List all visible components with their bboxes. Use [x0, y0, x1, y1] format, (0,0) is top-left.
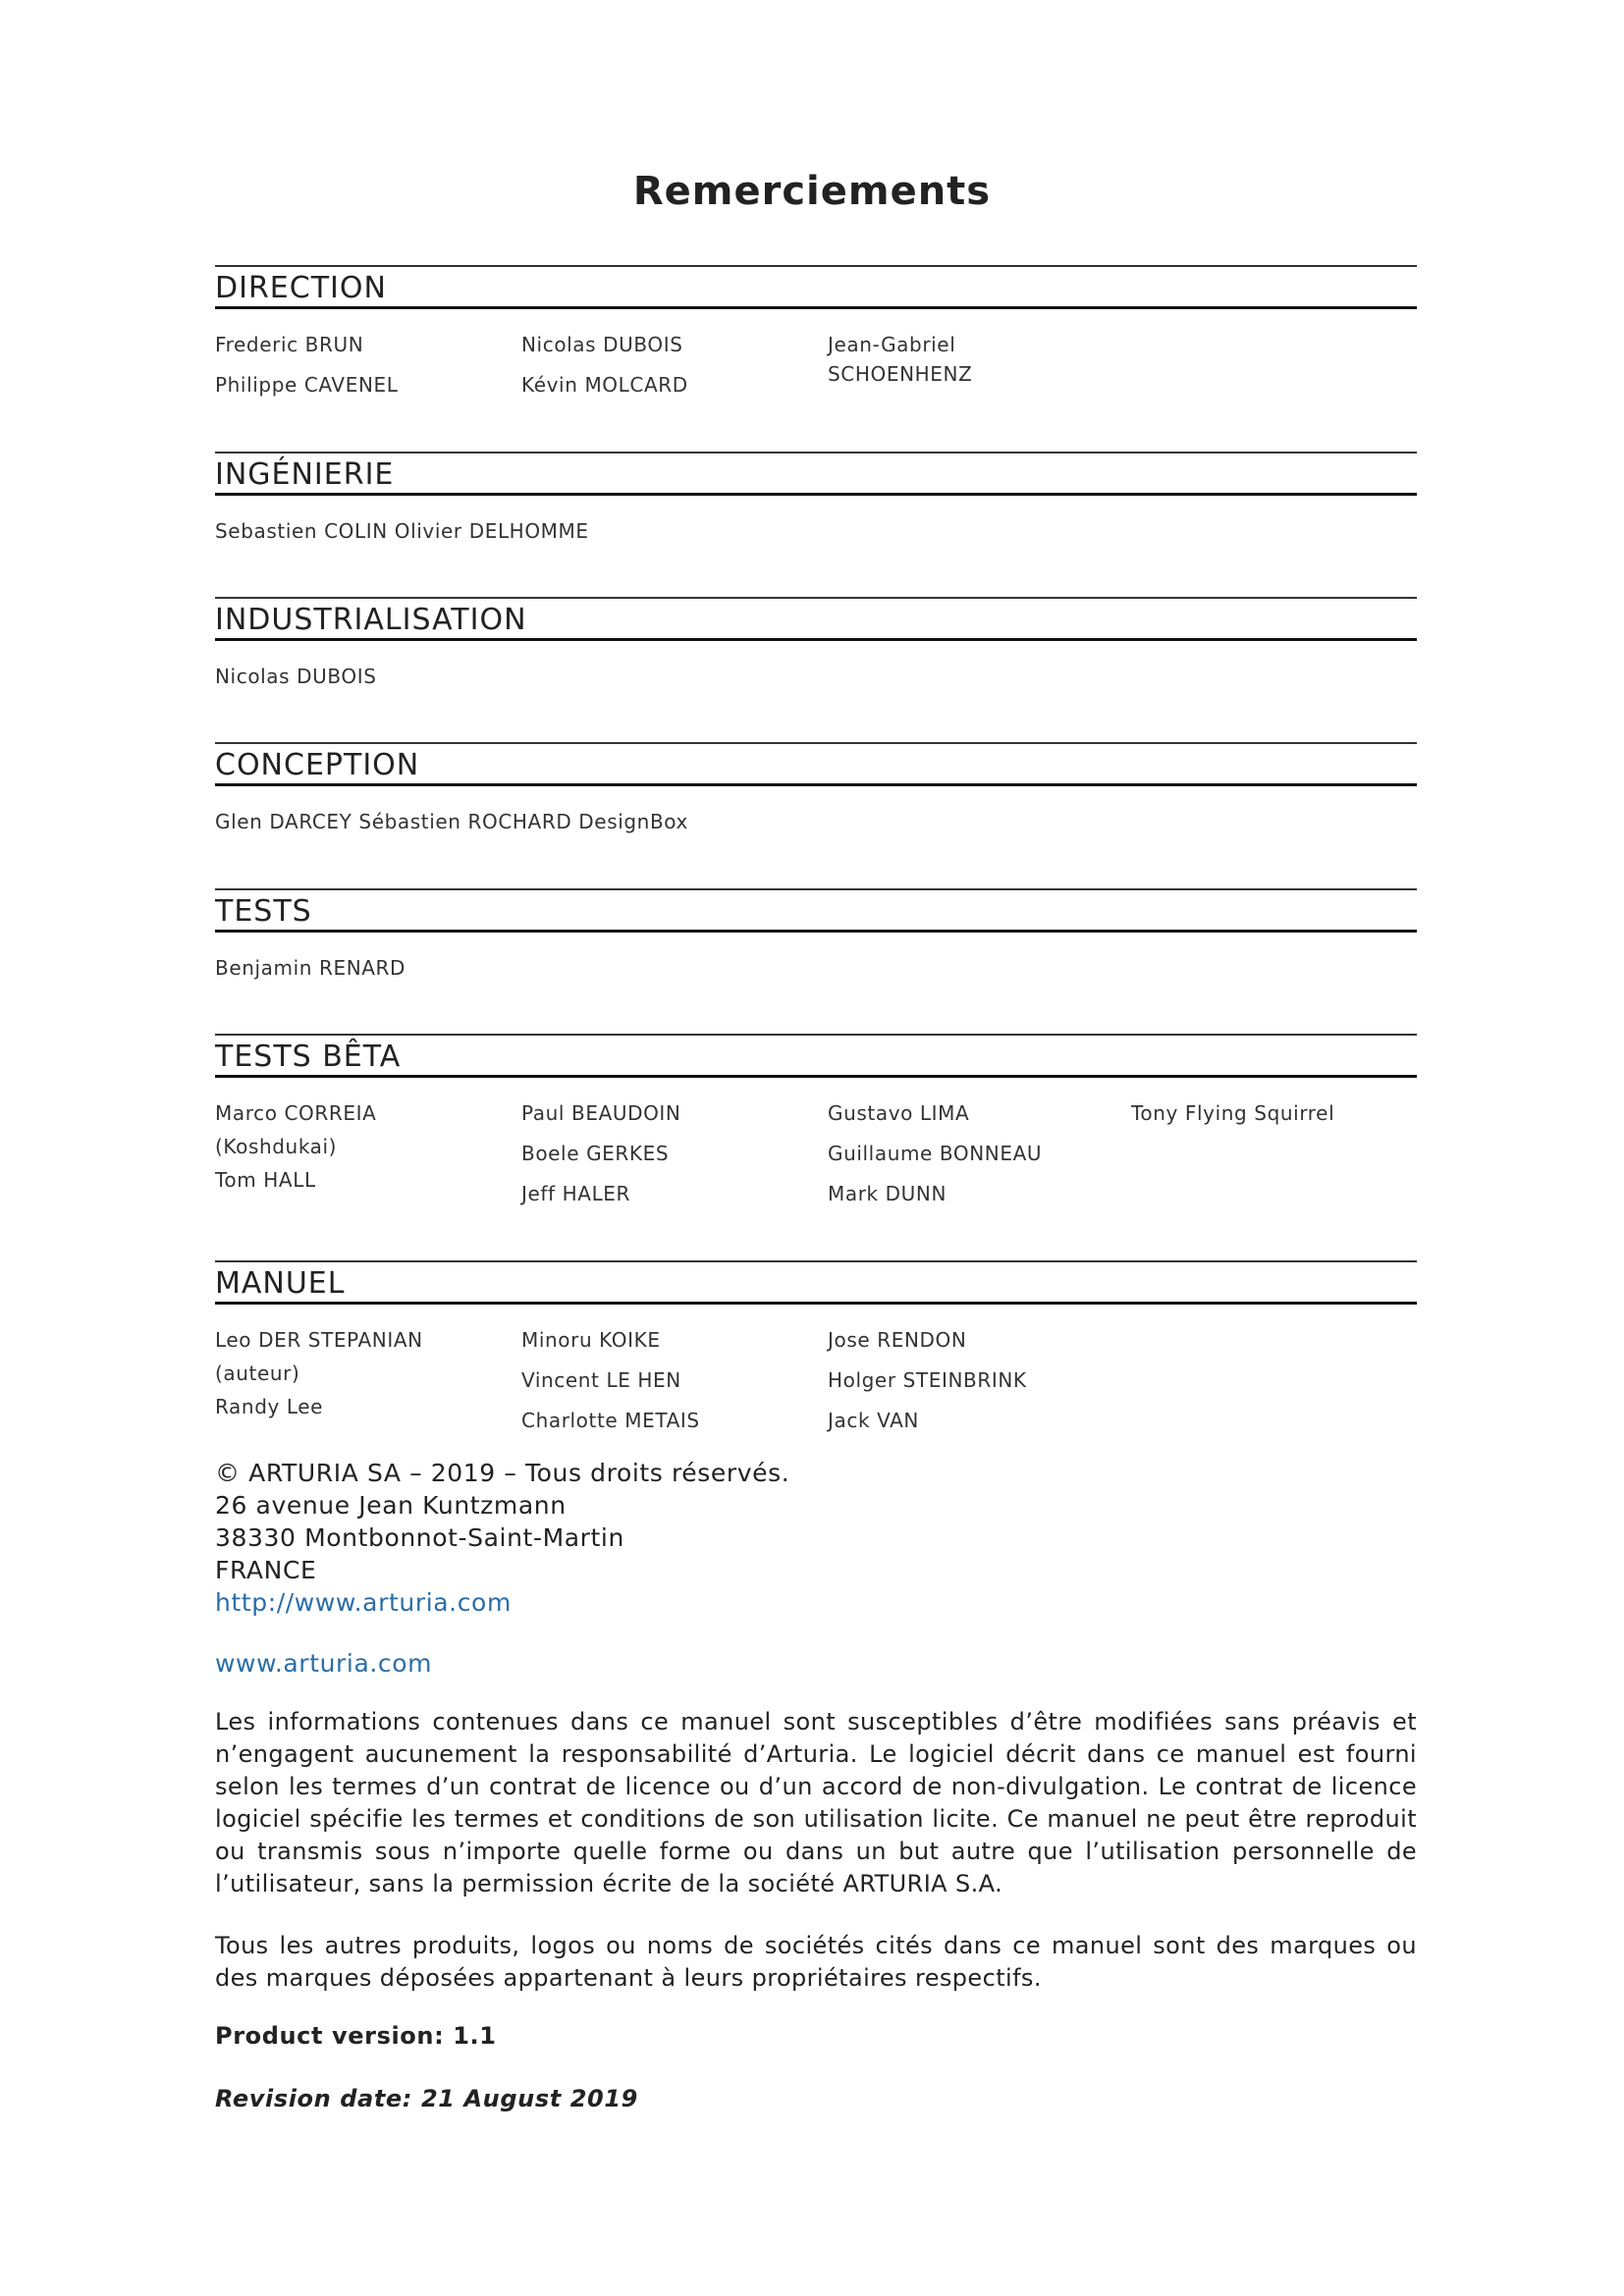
credit-name: Frederic BRUN [215, 333, 364, 356]
credit-name: Jack VAN [828, 1409, 919, 1432]
name-column [828, 1324, 1027, 1445]
credit-name: Marco CORREIA [215, 1101, 377, 1125]
section-industrialisation [215, 597, 1417, 692]
product-version: Product version: 1.1 [215, 2022, 497, 2050]
credit-name: Jean-Gabriel [828, 333, 956, 356]
credit-name: Philippe CAVENEL [215, 373, 399, 397]
credit-name: Vincent LE HEN [521, 1368, 681, 1392]
section-tests-beta [215, 1034, 1417, 1205]
section-ingenierie [215, 452, 1417, 547]
credit-name: (Koshdukai) [215, 1135, 338, 1158]
credit-name: Guillaume BONNEAU [828, 1142, 1043, 1165]
section-heading-label: MANUEL [215, 1266, 346, 1301]
section-heading [215, 742, 1417, 786]
credit-name: Holger STEINBRINK [828, 1368, 1027, 1392]
credit-name: Boele GERKES [521, 1142, 670, 1165]
name-column [521, 329, 688, 409]
name-grid [215, 329, 1417, 427]
section-direction [215, 265, 1417, 407]
credit-name: (auteur) [215, 1362, 300, 1385]
section-heading-label: TESTS BÊTA [215, 1040, 402, 1074]
section-conception [215, 742, 1417, 837]
arturia-link-www[interactable]: www.arturia.com [215, 1649, 433, 1678]
section-heading [215, 452, 1417, 496]
name-column [1131, 1097, 1334, 1138]
section-heading-label: DIRECTION [215, 271, 387, 305]
address-line-2: 38330 Montbonnot-Saint-Martin [215, 1523, 624, 1552]
name-column [215, 329, 399, 409]
credit-name: Leo DER STEPANIAN [215, 1328, 423, 1352]
section-manuel [215, 1260, 1417, 1432]
section-heading [215, 597, 1417, 641]
section-heading-label: TESTS [215, 894, 312, 929]
credit-name: Charlotte METAIS [521, 1409, 700, 1432]
name-column [215, 1324, 423, 1431]
name-column [521, 1324, 700, 1445]
section-heading-label: INGÉNIERIE [215, 457, 395, 492]
credit-name: Tom HALL [215, 1168, 316, 1192]
page-title: Remerciements [632, 169, 992, 214]
section-heading [215, 265, 1417, 309]
credit-name: Mark DUNN [828, 1182, 947, 1205]
credit-name: Jeff HALER [521, 1182, 631, 1205]
credit-name: Gustavo LIMA [828, 1101, 970, 1125]
section-heading [215, 888, 1417, 933]
section-heading-label: CONCEPTION [215, 748, 420, 782]
credit-name: Nicolas DUBOIS [521, 333, 683, 356]
credit-name: SCHOENHENZ [828, 362, 973, 386]
section-heading-label: INDUSTRIALISATION [215, 603, 527, 637]
copyright-line: © ARTURIA SA – 2019 – Tous droits réservés. [215, 1459, 790, 1487]
credit-name: Kévin MOLCARD [521, 373, 688, 397]
section-tests [215, 888, 1417, 984]
address-country: FRANCE [215, 1556, 317, 1584]
name-column [828, 329, 972, 388]
credit-name: Randy Lee [215, 1395, 324, 1418]
trademark-paragraph: Tous les autres produits, logos ou noms de sociétés cités dans ce manuel sont des marques ou des marques déposées appartenant à leurs propriétaires respectifs. [215, 1932, 1417, 1992]
section-heading [215, 1034, 1417, 1078]
credit-name: Jose RENDON [828, 1328, 967, 1352]
credit-names: Glen DARCEY Sébastien ROCHARD DesignBox [215, 810, 688, 833]
revision-date: Revision date: 21 August 2019 [215, 2085, 638, 2112]
credit-names: Benjamin RENARD [215, 956, 406, 980]
disclaimer-paragraph: Les informations contenues dans ce manuel sont susceptibles d’être modifiées sans préavis et n’engagent aucunement la responsabilité d’Arturia. Le logiciel décrit dans ce manuel est fourni selon les termes d’un contrat de licence ou d’un accord de non-divulgation. Le contrat de licence logiciel spécifie les termes et conditions de son utilisation licite. Ce manuel ne peut être reproduit ou transmis sous n’importe quelle forme ou dans un but autre que l’utilisation personnelle de l’utilisateur, sans la permission écrite de la société ARTURIA S.A. [215, 1708, 1417, 1897]
section-heading [215, 1260, 1417, 1305]
name-grid [215, 1097, 1417, 1225]
address-line-1: 26 avenue Jean Kuntzmann [215, 1491, 567, 1520]
name-column [521, 1097, 681, 1218]
arturia-link-http[interactable]: http://www.arturia.com [215, 1588, 512, 1617]
name-grid [215, 1324, 1417, 1452]
credit-names: Nicolas DUBOIS [215, 665, 377, 688]
credit-name: Tony Flying Squirrel [1131, 1101, 1335, 1125]
credit-name: Paul BEAUDOIN [521, 1101, 681, 1125]
name-column [828, 1097, 1042, 1218]
name-column [215, 1097, 376, 1204]
credit-names: Sebastien COLIN Olivier DELHOMME [215, 519, 589, 543]
copyright-block [215, 1457, 1417, 1681]
credit-name: Minoru KOIKE [521, 1328, 661, 1352]
